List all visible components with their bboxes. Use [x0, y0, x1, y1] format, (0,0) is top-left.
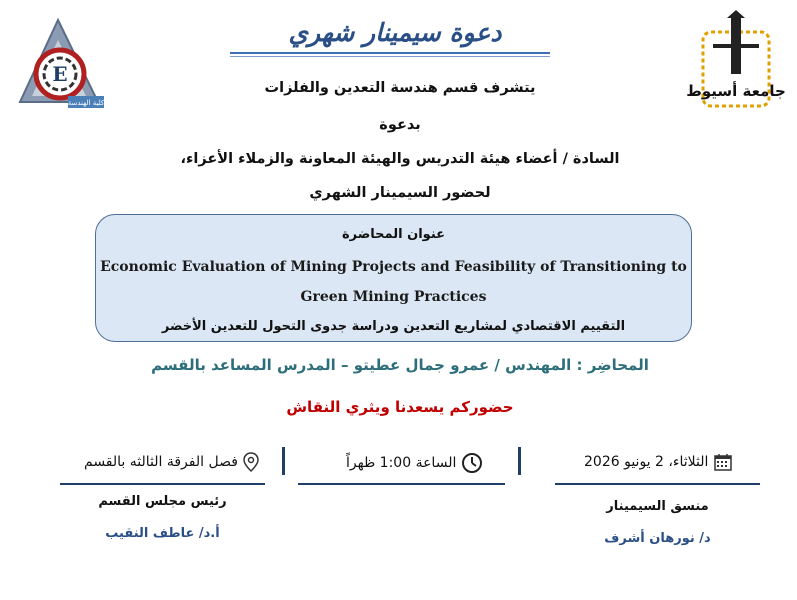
host-department: يتشرف قسم هندسة التعدين والفلزات: [264, 80, 536, 96]
lecture-title-en-2: Green Mining Practices: [300, 289, 487, 305]
svg-text:E: E: [52, 62, 68, 86]
map-pin-icon: [242, 452, 260, 472]
title-underline: [230, 52, 550, 54]
coordinator-name: د/ نورهان أشرف: [604, 531, 711, 546]
lecture-title-en-1: Economic Evaluation of Mining Projects and Feasibility of Transitioning to: [100, 259, 687, 275]
department-head-role: رئيس مجلس القسم: [98, 494, 227, 509]
divider-2: [282, 447, 285, 475]
lecture-title-ar: التقييم الاقتصادي لمشاريع التعدين ودراسة جدوى التحول للتعدين الأخضر: [161, 319, 626, 334]
coordinator-role: منسق السيمينار: [606, 499, 709, 514]
date-underline: [555, 483, 760, 485]
calendar-icon: [713, 452, 733, 472]
attend-line: لحضور السيمينار الشهري: [309, 185, 491, 201]
department-head-name: أ.د/ عاطف النقيب: [105, 526, 220, 541]
invite-word: بدعوة: [379, 117, 421, 133]
lecture-title-box: [95, 214, 692, 342]
svg-text:جامعة أسيوط: جامعة أسيوط: [686, 82, 786, 100]
welcome-line: حضوركم يسعدنا ويثري النقاش: [286, 398, 514, 416]
location-text: فصل الفرقة الثالثه بالقسم: [84, 454, 238, 470]
svg-text:كلية الهندسة: كلية الهندسة: [67, 99, 105, 107]
divider-1: [518, 447, 521, 475]
page-title: دعوة سيمينار شهري: [288, 18, 502, 47]
date-info: [584, 452, 733, 474]
location-info: [84, 452, 260, 474]
faculty-logo: [10, 12, 108, 112]
date-text: الثلاثاء، 2 يونيو 2026: [584, 454, 709, 470]
time-text: الساعة 1:00 ظهراً: [346, 455, 457, 471]
time-info: [346, 452, 483, 474]
lecturer-line: المحاضِر : المهندس / عمرو جمال عطيتو – المدرس المساعد بالقسم: [151, 356, 649, 374]
time-underline: [298, 483, 505, 485]
addressees: السادة / أعضاء هيئة التدريس والهيئة المعاونة والزملاء الأعزاء،: [180, 151, 620, 167]
location-underline: [60, 483, 265, 485]
lecture-label: عنوان المحاضرة: [341, 227, 446, 242]
title-underline-thin: [230, 56, 550, 57]
clock-icon: [461, 452, 483, 474]
